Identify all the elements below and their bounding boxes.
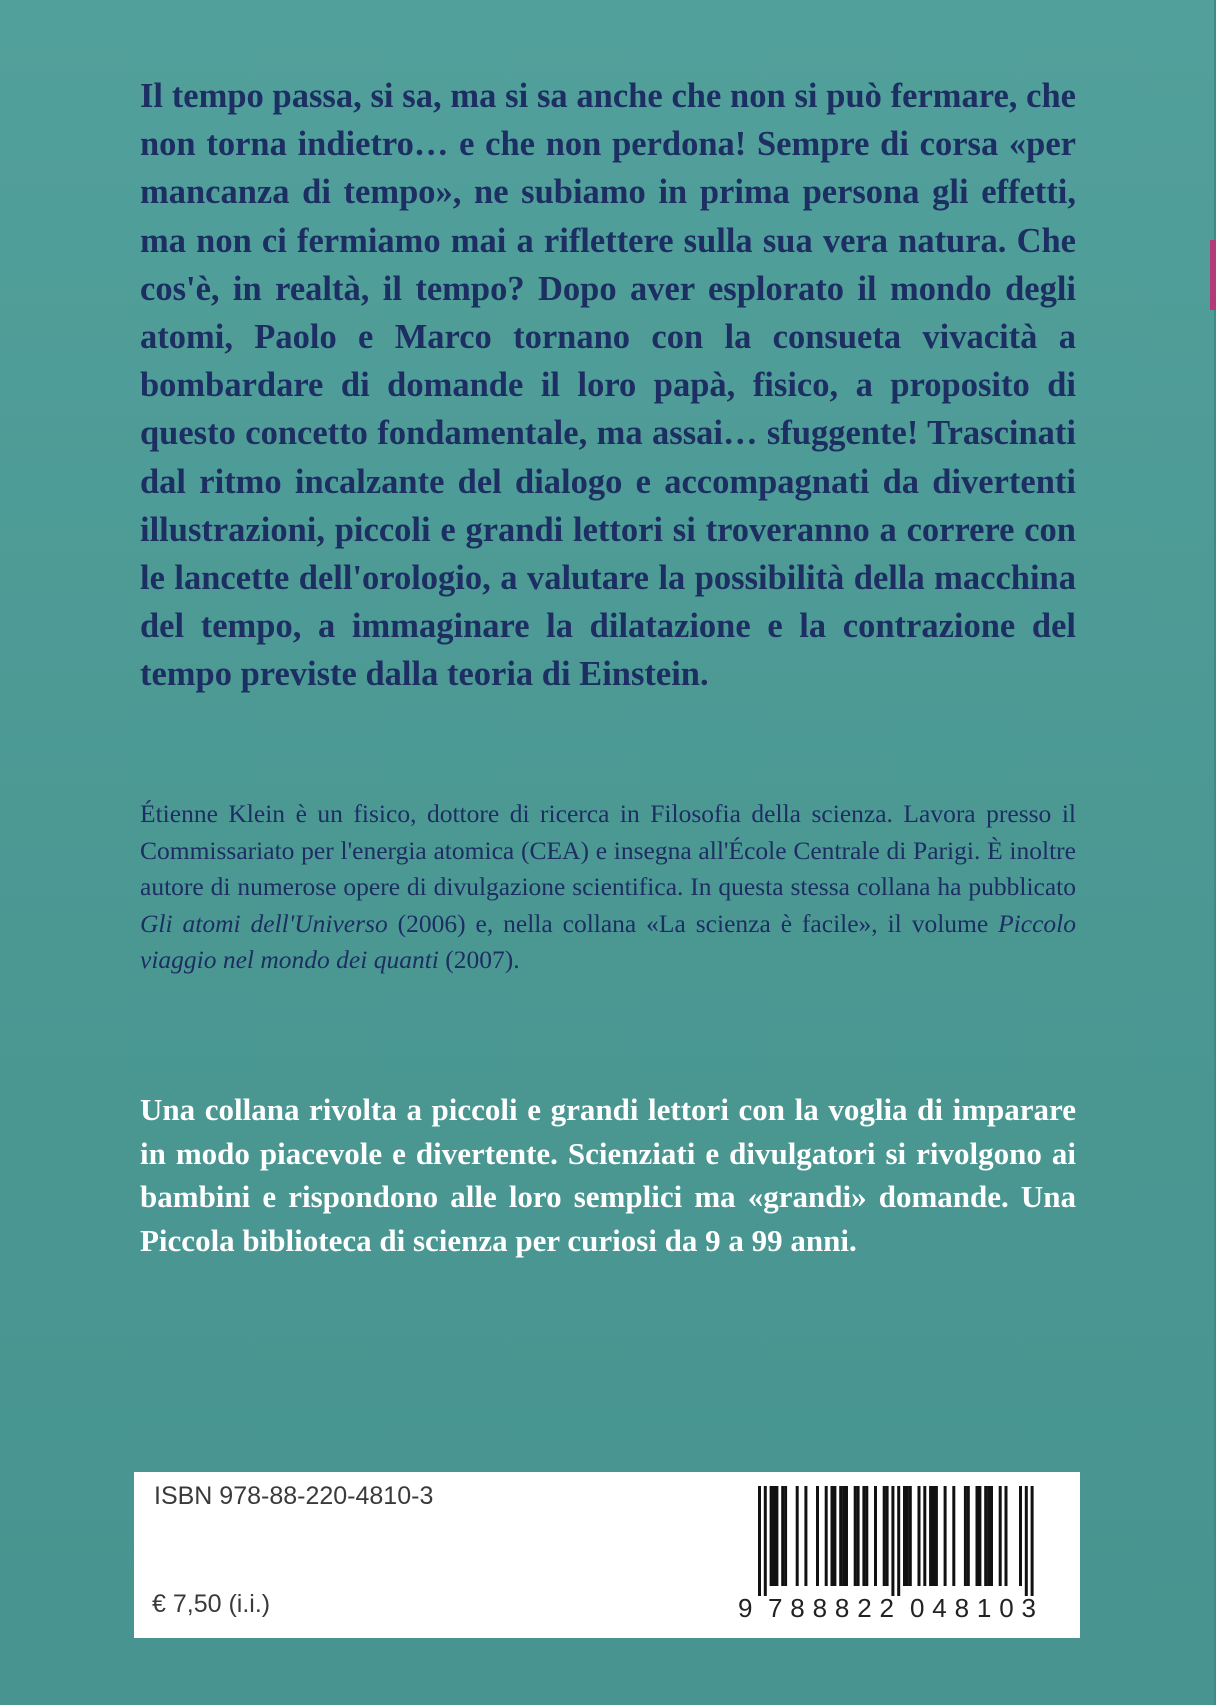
barcode-bar [770, 1486, 773, 1586]
barcode-bar [906, 1486, 909, 1586]
barcode-bar [845, 1486, 848, 1586]
barcode-bar [909, 1486, 912, 1586]
barcode-bar [1031, 1486, 1034, 1596]
barcode-bar [923, 1486, 926, 1586]
barcode-bar [903, 1486, 906, 1586]
barcode-bar [932, 1486, 935, 1586]
book-title-quanti: Piccolo viaggio nel mondo dei quanti [140, 908, 1076, 974]
barcode-bar [758, 1486, 761, 1596]
barcode-bar [1005, 1486, 1008, 1586]
barcode-bar [831, 1486, 834, 1586]
barcode-bar [839, 1486, 842, 1586]
barcode-bar [804, 1486, 807, 1586]
barcode-bar [967, 1486, 970, 1586]
barcode-digits-right: 048103 [910, 1593, 1036, 1622]
barcode-bar [964, 1486, 967, 1586]
book-blurb: Il tempo passa, si sa, ma si sa anche che non si può fermare, che non torna indietro… e che non perdona! Sempre di corsa «per mancanza di tempo», ne subiamo in prima persona gli effetti, ma non ci fermiamo mai a riflettere sulla sua vera natura. Che cos'è, in realtà, il tempo? Dopo aver esplorato il mondo degli atomi, Paolo e Marco tornano con la consueta vivacità a bombardare di domande il loro papà, fisico, a proposito di questo concetto fondamentale, ma assai… sfuggente! Trascinati dal ritmo incalzante del dialogo e accompagnati da divertenti illustrazioni, piccoli e grandi lettori si troveranno a correre con le lancette dell'orologio, a valutare la possibilità della macchina del tempo, a immaginare la dilatazione e la contrazione del tempo previste dalla teoria di Einstein. [140, 77, 1076, 694]
barcode-bar [952, 1486, 955, 1586]
barcode-bar [918, 1486, 921, 1586]
barcode-bar [796, 1486, 799, 1586]
author-bio [140, 796, 1076, 979]
barcode-bar [833, 1486, 836, 1586]
barcode-bar [944, 1486, 947, 1586]
barcode-bar [1025, 1486, 1028, 1596]
barcode-bar [987, 1486, 990, 1586]
barcode-bar [842, 1486, 845, 1586]
barcode-bar [897, 1486, 900, 1596]
barcode-bar [935, 1486, 938, 1586]
price-label: € 7,50 (i.i.) [152, 1590, 271, 1618]
barcode-bar [857, 1486, 860, 1586]
barcode-bar [773, 1486, 776, 1586]
barcode-bar [781, 1486, 784, 1586]
barcode-bar [865, 1486, 868, 1586]
isbn-label: ISBN 978-88-220-4810-3 [154, 1482, 434, 1510]
barcode-bar [784, 1486, 787, 1586]
barcode-bar [816, 1486, 819, 1586]
barcode-bar [883, 1486, 886, 1586]
book-title-atomi: Gli atomi dell'Universo [140, 908, 388, 938]
barcode-bar [874, 1486, 877, 1586]
barcode-bar [990, 1486, 993, 1586]
author-bio-text: (2006) e, nella collana «La scienza è facile», il volume [387, 908, 999, 938]
accent-stripe [1210, 240, 1216, 310]
barcode-bar [984, 1486, 987, 1586]
ean-barcode [734, 1482, 1064, 1622]
barcode-bar [862, 1486, 865, 1586]
author-bio-text: (2007). [438, 945, 520, 974]
barcode-bar [886, 1486, 889, 1586]
author-bio-text: Étienne Klein è un fisico, dottore di ricerca in Filosofia della scienza. Lavora presso il Commissariato per l'energia atomica (CEA) e insegna all'École Centrale di Parigi. È inoltre autore di numerose opere di divulgazione scientifica. In questa stessa collana ha pubblicato [140, 799, 1076, 901]
barcode-bar [775, 1486, 778, 1586]
barcode-bar [978, 1486, 981, 1586]
barcode-bar [891, 1486, 894, 1596]
barcode-bar [999, 1486, 1002, 1586]
barcode-bar [929, 1486, 932, 1586]
barcode-bar [854, 1486, 857, 1586]
barcode-panel [134, 1472, 1080, 1638]
barcode-graphic [734, 1482, 1064, 1622]
barcode-bar [764, 1486, 767, 1596]
barcode-bar [976, 1486, 979, 1586]
barcode-bar [1019, 1486, 1022, 1586]
series-description: Una collana rivolta a piccoli e grandi lettori con la voglia di imparare in modo piacevole e divertente. Scienziati e divulgatori si rivolgono ai bambini e rispondono alle loro semplici ma «grandi» domande. Una Piccola biblioteca di scienza per curiosi da 9 a 99 anni. [140, 1092, 1076, 1258]
barcode-digits-left: 788822 [768, 1593, 894, 1622]
barcode-digit-lead: 9 [738, 1593, 753, 1622]
barcode-bar [825, 1486, 828, 1586]
